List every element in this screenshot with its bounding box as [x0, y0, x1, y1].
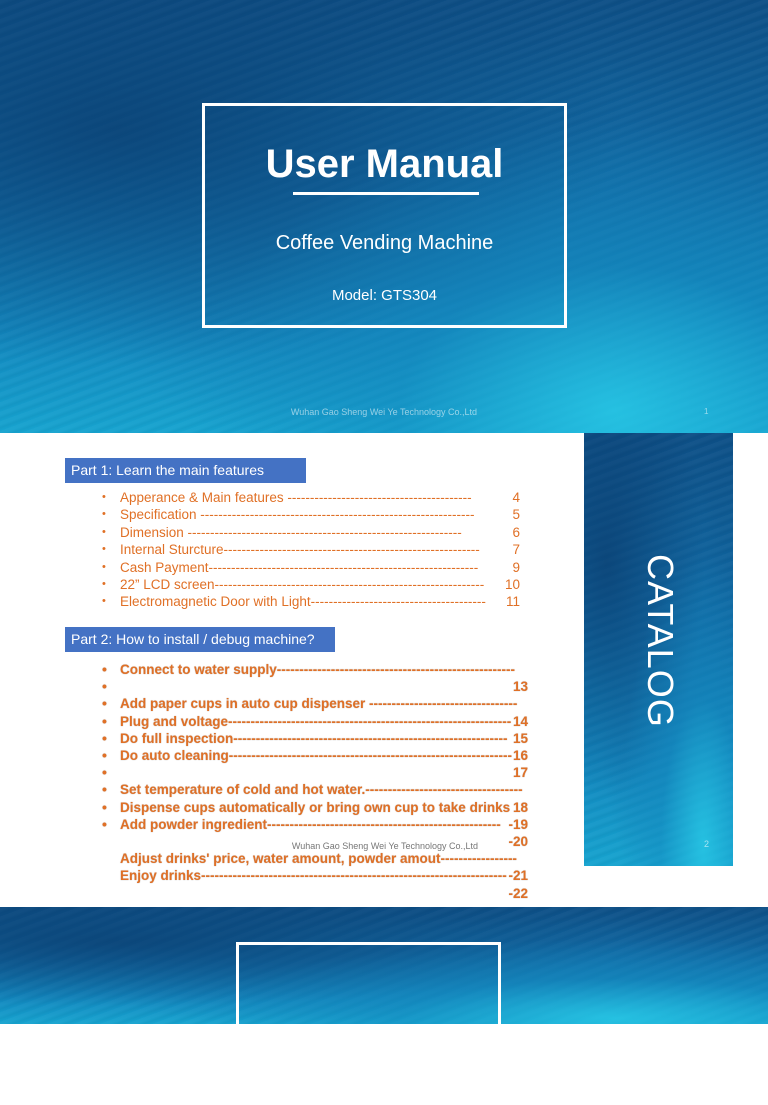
toc-item-page: -21 — [508, 868, 528, 884]
toc-item-page: 4 — [512, 490, 520, 505]
manual-subtitle: Coffee Vending Machine — [275, 232, 494, 254]
toc-item-page: -19 — [508, 816, 528, 832]
part1-toc-list — [102, 489, 532, 611]
toc-item-text: • Cash Payment------------------------------------------------------------ — [120, 559, 479, 575]
toc-item-text: • Enjoy drinks-------------------------------------------------------------------- — [120, 868, 507, 884]
toc-item-page: 13 — [512, 679, 528, 695]
toc-item-page: 14 — [512, 713, 528, 729]
toc-item-text: • Add paper cups in auto cup dispenser --------------------------------- — [120, 696, 518, 712]
toc-item-text: • Electromagnetic Door with Light--------------------------------------- — [120, 594, 486, 610]
toc-item-text: • Internal Sturcture--------------------------------------------------------- — [120, 542, 480, 558]
part-title-frame — [236, 942, 501, 1105]
toc-item-text: • Connect to water supply----------------------------------------------------- — [120, 662, 516, 677]
catalog-footer: Wuhan Gao Sheng Wei Ye Technology Co.,Ltd — [291, 841, 479, 851]
cover-footer: Wuhan Gao Sheng Wei Ye Technology Co.,Ltd — [290, 407, 478, 417]
toc-item-text: • Set temperature of cold and hot water.----------------------------------- — [120, 782, 523, 798]
list-item[interactable] — [102, 506, 532, 523]
part1-divider-slide — [0, 907, 768, 1105]
catalog-title: CATALOG — [640, 554, 681, 728]
part1-header: Part 1: Learn the main features — [65, 458, 306, 483]
toc-item-page: 16 — [512, 748, 528, 764]
toc-item-page: 18 — [512, 799, 528, 815]
catalog-sidebar — [584, 433, 733, 866]
toc-item-text: • Apperance & Main features ----------------------------------------- — [120, 490, 472, 505]
catalog-page-number: 2 — [704, 839, 710, 849]
toc-item-page: 11 — [505, 594, 520, 610]
toc-item-page: 15 — [512, 730, 528, 746]
part2-toc-list — [102, 661, 532, 902]
toc-item-page: 5 — [512, 507, 520, 523]
toc-item-text: • Plug and voltage--------------------------------------------------------------- — [120, 713, 512, 729]
list-item[interactable] — [102, 661, 532, 695]
list-item[interactable] — [102, 559, 532, 576]
toc-item-text: • 22” LCD screen------------------------------------------------------------ — [120, 577, 485, 593]
toc-item-text: • Specification ------------------------------------------------------------- — [120, 507, 475, 523]
toc-item-page: 9 — [512, 559, 520, 575]
title-underline — [293, 192, 479, 195]
catalog-slide — [0, 433, 768, 907]
toc-item-text: • Dispense cups automatically or bring own cup to take drinks — [120, 799, 511, 815]
toc-item-page: 17 — [512, 765, 528, 781]
list-item[interactable] — [102, 541, 532, 558]
model-label: Model: GTS304 — [331, 287, 438, 304]
toc-item-text: • Dimension ------------------------------------------------------------- — [120, 524, 462, 540]
toc-item-page: -20 — [508, 834, 528, 850]
list-item[interactable] — [102, 489, 532, 506]
toc-item-page: 6 — [512, 524, 520, 540]
manual-title: User Manual — [265, 142, 504, 186]
part2-header: Part 2: How to install / debug machine? — [65, 627, 335, 652]
toc-item-text: • Do full inspection------------------------------------------------------------- — [120, 730, 508, 746]
list-item[interactable] — [102, 524, 532, 541]
cover-page-number: 1 — [704, 407, 709, 416]
toc-item-page: -22 — [508, 885, 528, 901]
toc-item-text: • Adjust drinks' price, water amount, powder amout----------------- — [120, 851, 517, 867]
part-title: Part 1 — [279, 1033, 458, 1105]
toc-item-text: • Add powder ingredient---------------------------------------------------- — [120, 816, 501, 832]
cover-slide — [0, 0, 768, 433]
title-frame — [202, 103, 567, 328]
list-item[interactable] — [102, 593, 532, 610]
toc-item-page: 7 — [512, 542, 520, 558]
list-item[interactable] — [102, 576, 532, 593]
toc-item-text: • Do auto cleaning--------------------------------------------------------------- — [120, 748, 512, 764]
toc-item-page: 10 — [504, 577, 520, 593]
